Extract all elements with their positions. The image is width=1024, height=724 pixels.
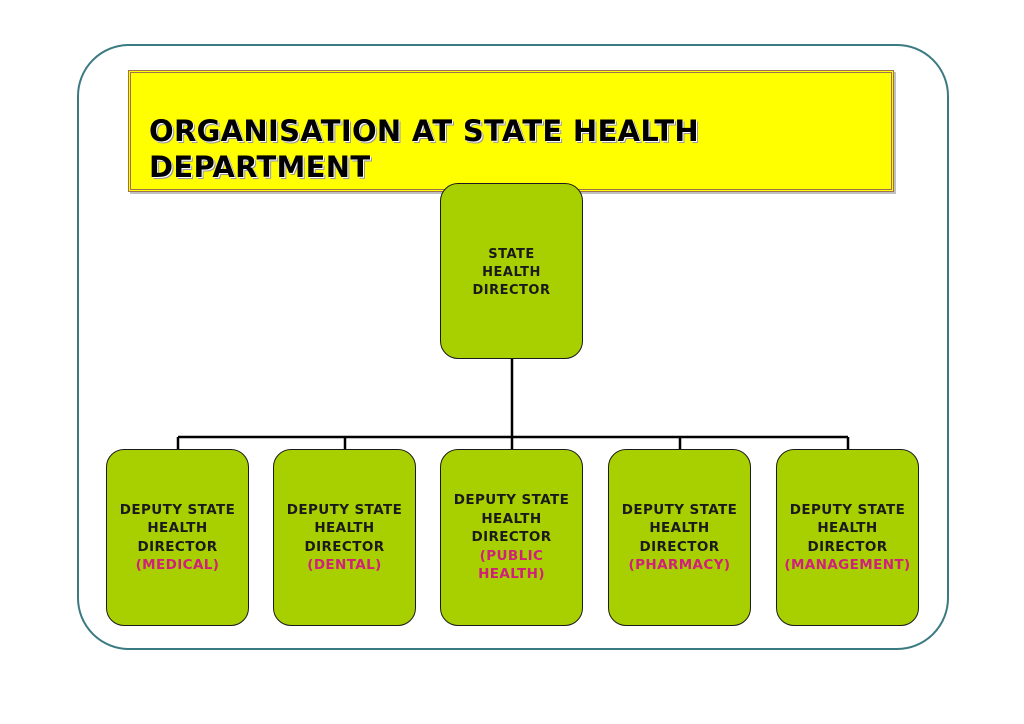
- node-department-label: (DENTAL): [307, 557, 382, 573]
- org-node-state-health-director: [440, 183, 583, 359]
- node-label-line: DIRECTOR: [471, 529, 552, 546]
- node-label-line: HEALTH: [481, 510, 542, 527]
- title-line-2: DEPARTMENT: [149, 150, 371, 184]
- node-label-line: DEPUTY STATE: [119, 501, 236, 518]
- node-label-line: DEPUTY STATE: [286, 501, 403, 518]
- title-line-1: ORGANISATION AT STATE HEALTH: [149, 114, 699, 148]
- org-node-deputy-management: [776, 449, 919, 626]
- org-node-deputy-dental: [273, 449, 416, 626]
- org-node-deputy-public-health: [440, 449, 583, 626]
- node-label-line: DIRECTOR: [137, 538, 218, 555]
- node-label-line: HEALTH: [817, 520, 878, 536]
- title-banner: [128, 70, 894, 192]
- node-department-label: (PUBLIC: [479, 547, 544, 564]
- node-label-line: HEALTH: [147, 520, 208, 536]
- node-department-label: (PHARMACY): [628, 557, 731, 573]
- node-label-line: STATE: [488, 247, 535, 262]
- node-label-line: DIRECTOR: [639, 538, 720, 555]
- node-label-line: HEALTH: [649, 520, 710, 536]
- node-label-line: DEPUTY STATE: [789, 501, 906, 518]
- node-label-line: HEALTH: [482, 265, 541, 280]
- node-label-line: DIRECTOR: [304, 538, 385, 555]
- node-department-label: (MANAGEMENT): [784, 557, 911, 573]
- org-node-deputy-medical: [106, 449, 249, 626]
- node-label-line: DIRECTOR: [472, 283, 551, 298]
- node-label-line: DIRECTOR: [807, 538, 888, 555]
- page-title: [149, 113, 699, 185]
- node-label-line: HEALTH: [314, 520, 375, 536]
- org-node-deputy-pharmacy: [608, 449, 751, 626]
- node-department-label: (MEDICAL): [135, 557, 220, 573]
- node-label-line: DEPUTY STATE: [453, 492, 570, 509]
- node-label-line: DEPUTY STATE: [621, 501, 738, 518]
- node-department-label: HEALTH): [478, 566, 545, 583]
